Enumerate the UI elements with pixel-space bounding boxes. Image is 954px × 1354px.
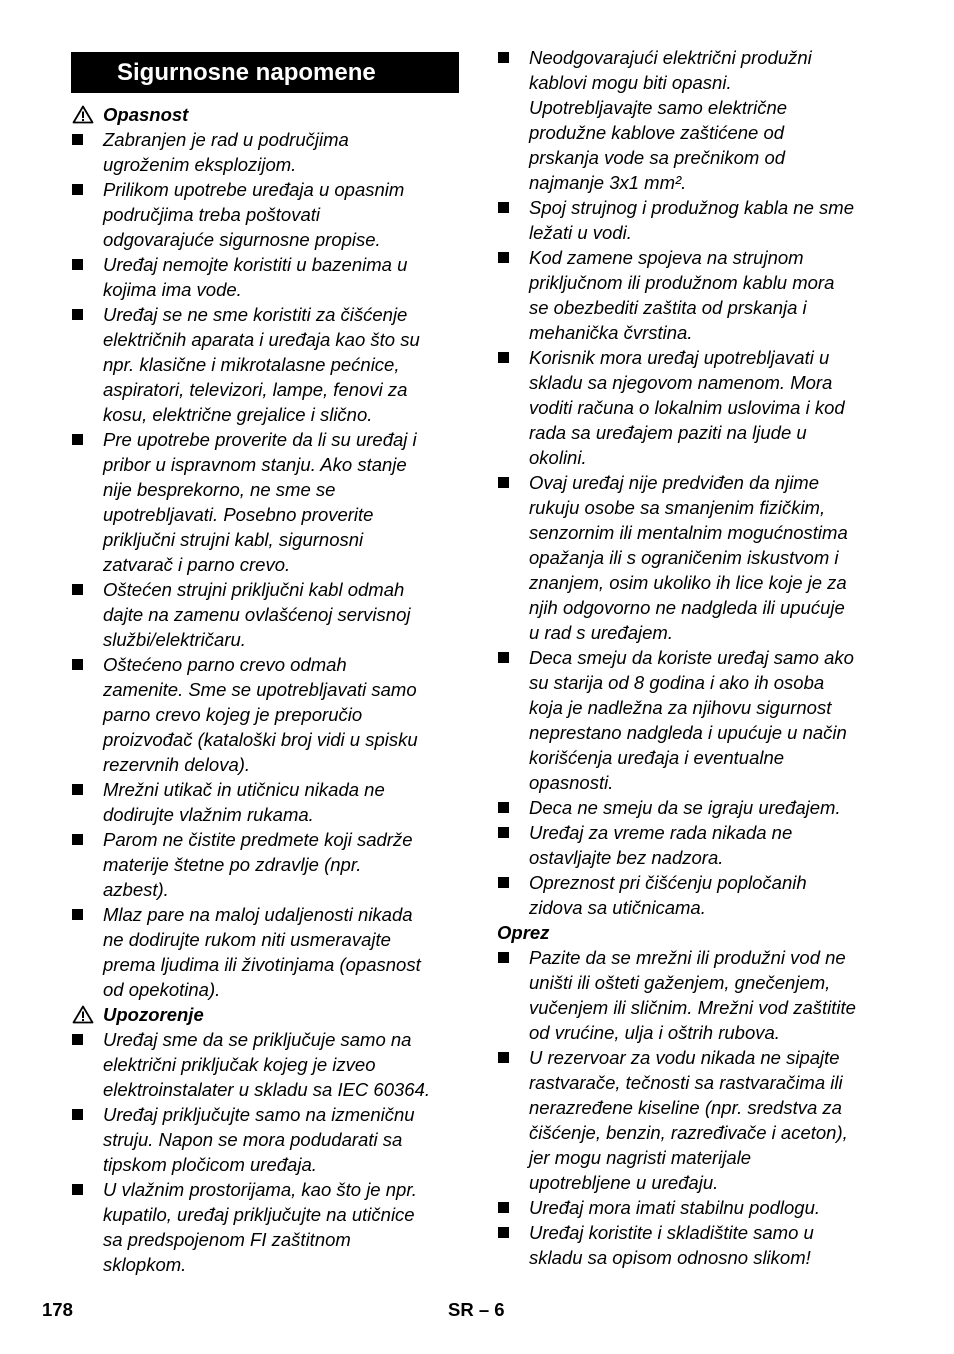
list-item: Ovaj uređaj nije predviđen da njime rukuju osobe sa smanjenim fizičkim, senzornim ili mentalnim mogućnostima opažanja ili s ograničenim iskustvom i znanjem, osim ukoliko ih lice koje je za njih odgovorno ne nadgleda ili upućuje u rad s uređajem. — [497, 470, 892, 645]
warning-heading-label: Upozorenje — [103, 1004, 204, 1025]
list-item: Deca ne smeju da se igraju uređajem. — [497, 795, 892, 820]
list-item: Kod zamene spojeva na strujnom priključnom ili produžnom kablu mora se obezbediti zaštita od prskanja i mehanička čvrstina. — [497, 245, 892, 345]
list-item: Pazite da se mrežni ili produžni vod ne uništi ili ošteti gaženjem, gnečenjem, vučenjem ili sličnim. Mrežni vod zaštitite od vrućine, ulja i oštrih rubova. — [497, 945, 892, 1045]
list-item: Deca smeju da koriste uređaj samo ako su starija od 8 godina i ako ih osoba koja je nadležna za njihovu sigurnost neprestano nadgleda i upućuje u način korišćenja uređaja i eventualne opasnosti. — [497, 645, 892, 795]
list-item: Opreznost pri čišćenju popločanih zidova sa utičnicama. — [497, 870, 892, 920]
list-item: Uređaj mora imati stabilnu podlogu. — [497, 1195, 892, 1220]
list-item: Mlaz pare na maloj udaljenosti nikada ne dodirujte rukom niti usmeravajte prema ljudima ili životinjama (opasnost od opekotina). — [71, 902, 459, 1002]
danger-list — [71, 127, 459, 1002]
warning-list-continued — [497, 45, 892, 920]
warning-heading — [71, 1002, 459, 1027]
danger-heading — [71, 102, 459, 127]
list-item: Korisnik mora uređaj upotrebljavati u skladu sa njegovom namenom. Mora voditi računa o lokalnim uslovima i kod rada sa uređajem paziti na ljude u okolini. — [497, 345, 892, 470]
warning-list — [71, 1027, 459, 1277]
list-item: Spoj strujnog i produžnog kabla ne sme ležati u vodi. — [497, 195, 892, 245]
page-number: 178 — [42, 1299, 73, 1320]
list-item: Uređaj se ne sme koristiti za čišćenje električnih aparata i uređaja kao što su npr. klasične i mikrotalasne pećnice, aspiratori, televizori, lampe, fenovi za kosu, električne grejalice i slično. — [71, 302, 459, 427]
list-item: Uređaj koristite i skladištite samo u skladu sa opisom odnosno slikom! — [497, 1220, 892, 1270]
warning-triangle-icon — [72, 105, 94, 124]
list-item: Neodgovarajući električni produžni kablovi mogu biti opasni. Upotrebljavajte samo električne produžne kablove zaštićene od prskanja vode sa prečnikom od najmanje 3x1 mm². — [497, 45, 892, 195]
list-item: Uređaj sme da se priključuje samo na električni priključak kojeg je izveo elektroinstalater u skladu sa IEC 60364. — [71, 1027, 459, 1102]
page-code: SR – 6 — [448, 1299, 505, 1320]
caution-heading: Oprez — [497, 922, 550, 943]
right-column — [497, 45, 892, 1270]
list-item: Zabranjen je rad u područjima ugroženim eksplozijom. — [71, 127, 459, 177]
list-item: U rezervoar za vodu nikada ne sipajte rastvarače, tečnosti sa rastvaračima ili nerazređene kiseline (npr. sredstva za čišćenje, benzin, razređivače i aceton), jer mogu nagristi materijale upotrebljene u uređaju. — [497, 1045, 892, 1195]
list-item: Uređaj za vreme rada nikada ne ostavljajte bez nadzora. — [497, 820, 892, 870]
left-column — [71, 45, 459, 1277]
caution-list — [497, 945, 892, 1270]
list-item: Prilikom upotrebe uređaja u opasnim područjima treba poštovati odgovarajuće sigurnosne propise. — [71, 177, 459, 252]
list-item: Parom ne čistite predmete koji sadrže materije štetne po zdravlje (npr. azbest). — [71, 827, 459, 902]
list-item: Mrežni utikač in utičnicu nikada ne dodirujte vlažnim rukama. — [71, 777, 459, 827]
list-item: Oštećen strujni priključni kabl odmah dajte na zamenu ovlašćenoj servisnoj službi/električaru. — [71, 577, 459, 652]
danger-heading-label: Opasnost — [103, 104, 189, 125]
list-item: Pre upotrebe proverite da li su uređaj i pribor u ispravnom stanju. Ako stanje nije besprekorno, ne sme se upotrebljavati. Posebno proverite priključni strujni kabl, sigurnosni zatvarač i parno crevo. — [71, 427, 459, 577]
section-title: Sigurnosne napomene — [71, 52, 459, 93]
warning-triangle-icon — [72, 1005, 94, 1024]
list-item: U vlažnim prostorijama, kao što je npr. kupatilo, uređaj priključujte na utičnice sa predspojenom FI zaštitnom sklopkom. — [71, 1177, 459, 1277]
list-item: Oštećeno parno crevo odmah zamenite. Sme se upotrebljavati samo parno crevo kojeg je preporučio proizvođač (kataloški broj vidi u spisku rezervnih delova). — [71, 652, 459, 777]
list-item: Uređaj nemojte koristiti u bazenima u kojima ima vode. — [71, 252, 459, 302]
list-item: Uređaj priključujte samo na izmeničnu struju. Napon se mora podudarati sa tipskom pločicom uređaja. — [71, 1102, 459, 1177]
